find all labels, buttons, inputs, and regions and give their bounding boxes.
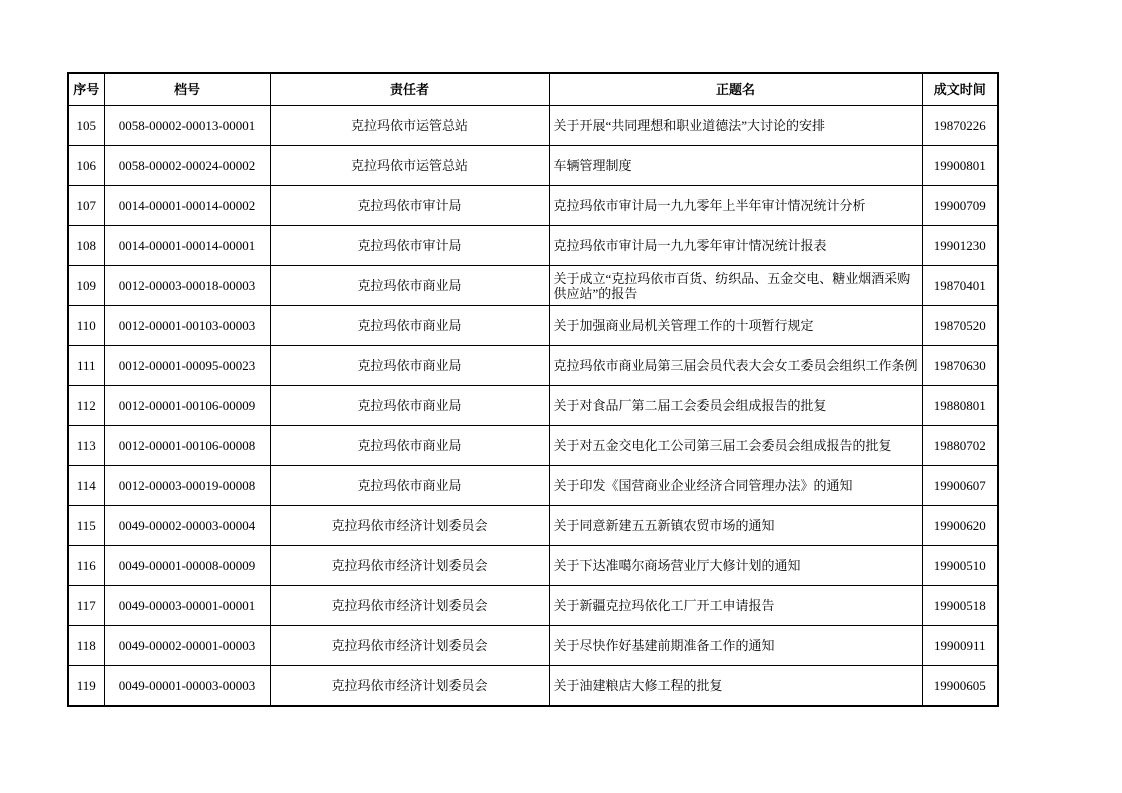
table-row — [68, 146, 998, 186]
responsible-party-cell: 克拉玛依市经济计划委员会 — [270, 506, 549, 546]
title-cell: 关于开展“共同理想和职业道德法”大讨论的安排 — [549, 106, 922, 146]
date-cell: 19880702 — [922, 426, 998, 466]
title-cell: 关于新疆克拉玛依化工厂开工申请报告 — [549, 586, 922, 626]
table-row — [68, 666, 998, 707]
seq-cell: 108 — [68, 226, 104, 266]
responsible-party-cell: 克拉玛依市审计局 — [270, 226, 549, 266]
table-row — [68, 626, 998, 666]
archive-number-cell: 0012-00001-00103-00003 — [104, 306, 270, 346]
archive-number-cell: 0014-00001-00014-00002 — [104, 186, 270, 226]
date-cell: 19901230 — [922, 226, 998, 266]
date-cell: 19870520 — [922, 306, 998, 346]
title-cell: 关于油建粮店大修工程的批复 — [549, 666, 922, 707]
responsible-party-cell: 克拉玛依市经济计划委员会 — [270, 626, 549, 666]
seq-cell: 114 — [68, 466, 104, 506]
title-cell: 克拉玛依市商业局第三届会员代表大会女工委员会组织工作条例 — [549, 346, 922, 386]
title-cell: 克拉玛依市审计局一九九零年审计情况统计报表 — [549, 226, 922, 266]
archive-number-cell: 0049-00002-00003-00004 — [104, 506, 270, 546]
responsible-party-cell: 克拉玛依市经济计划委员会 — [270, 546, 549, 586]
seq-cell: 106 — [68, 146, 104, 186]
responsible-party-cell: 克拉玛依市运管总站 — [270, 106, 549, 146]
table-row — [68, 266, 998, 306]
table-row — [68, 306, 998, 346]
date-cell: 19880801 — [922, 386, 998, 426]
seq-cell: 107 — [68, 186, 104, 226]
table-row — [68, 346, 998, 386]
seq-cell: 118 — [68, 626, 104, 666]
archive-number-cell: 0012-00003-00019-00008 — [104, 466, 270, 506]
title-cell: 关于对食品厂第二届工会委员会组成报告的批复 — [549, 386, 922, 426]
title-cell: 关于同意新建五五新镇农贸市场的通知 — [549, 506, 922, 546]
archive-number-cell: 0049-00002-00001-00003 — [104, 626, 270, 666]
archive-number-cell: 0049-00001-00003-00003 — [104, 666, 270, 707]
archive-number-cell: 0049-00001-00008-00009 — [104, 546, 270, 586]
date-cell: 19900709 — [922, 186, 998, 226]
table-row — [68, 426, 998, 466]
header-responsible-party: 责任者 — [270, 73, 549, 106]
header-archive-number: 档号 — [104, 73, 270, 106]
archive-number-cell: 0012-00001-00106-00009 — [104, 386, 270, 426]
responsible-party-cell: 克拉玛依市经济计划委员会 — [270, 666, 549, 707]
archive-number-cell: 0049-00003-00001-00001 — [104, 586, 270, 626]
seq-cell: 111 — [68, 346, 104, 386]
table-row — [68, 226, 998, 266]
seq-cell: 117 — [68, 586, 104, 626]
date-cell: 19900510 — [922, 546, 998, 586]
title-cell: 关于下达准噶尔商场营业厅大修计划的通知 — [549, 546, 922, 586]
date-cell: 19900605 — [922, 666, 998, 707]
archive-number-cell: 0012-00001-00095-00023 — [104, 346, 270, 386]
header-title: 正题名 — [549, 73, 922, 106]
table-row — [68, 506, 998, 546]
archive-number-cell: 0012-00001-00106-00008 — [104, 426, 270, 466]
archive-catalog-table — [67, 72, 999, 707]
date-cell: 19870226 — [922, 106, 998, 146]
responsible-party-cell: 克拉玛依市商业局 — [270, 306, 549, 346]
title-cell: 关于印发《国营商业企业经济合同管理办法》的通知 — [549, 466, 922, 506]
seq-cell: 119 — [68, 666, 104, 707]
date-cell: 19900911 — [922, 626, 998, 666]
seq-cell: 113 — [68, 426, 104, 466]
date-cell: 19870630 — [922, 346, 998, 386]
responsible-party-cell: 克拉玛依市商业局 — [270, 266, 549, 306]
archive-number-cell: 0012-00003-00018-00003 — [104, 266, 270, 306]
responsible-party-cell: 克拉玛依市商业局 — [270, 426, 549, 466]
title-cell: 关于加强商业局机关管理工作的十项暂行规定 — [549, 306, 922, 346]
header-row — [68, 73, 998, 106]
header-seq: 序号 — [68, 73, 104, 106]
table-row — [68, 466, 998, 506]
header-date: 成文时间 — [922, 73, 998, 106]
date-cell: 19900518 — [922, 586, 998, 626]
seq-cell: 112 — [68, 386, 104, 426]
date-cell: 19900801 — [922, 146, 998, 186]
date-cell: 19900607 — [922, 466, 998, 506]
title-cell: 车辆管理制度 — [549, 146, 922, 186]
table-row — [68, 186, 998, 226]
archive-number-cell: 0058-00002-00013-00001 — [104, 106, 270, 146]
title-cell: 克拉玛依市审计局一九九零年上半年审计情况统计分析 — [549, 186, 922, 226]
responsible-party-cell: 克拉玛依市商业局 — [270, 466, 549, 506]
responsible-party-cell: 克拉玛依市运管总站 — [270, 146, 549, 186]
title-cell: 关于尽快作好基建前期准备工作的通知 — [549, 626, 922, 666]
seq-cell: 115 — [68, 506, 104, 546]
seq-cell: 109 — [68, 266, 104, 306]
seq-cell: 116 — [68, 546, 104, 586]
table-row — [68, 386, 998, 426]
responsible-party-cell: 克拉玛依市审计局 — [270, 186, 549, 226]
table-row — [68, 546, 998, 586]
archive-number-cell: 0058-00002-00024-00002 — [104, 146, 270, 186]
date-cell: 19900620 — [922, 506, 998, 546]
date-cell: 19870401 — [922, 266, 998, 306]
responsible-party-cell: 克拉玛依市商业局 — [270, 386, 549, 426]
seq-cell: 105 — [68, 106, 104, 146]
responsible-party-cell: 克拉玛依市商业局 — [270, 346, 549, 386]
archive-number-cell: 0014-00001-00014-00001 — [104, 226, 270, 266]
title-cell: 关于成立“克拉玛依市百货、纺织品、五金交电、糖业烟酒采购供应站”的报告 — [549, 266, 922, 306]
table-row — [68, 106, 998, 146]
table-row — [68, 586, 998, 626]
responsible-party-cell: 克拉玛依市经济计划委员会 — [270, 586, 549, 626]
title-cell: 关于对五金交电化工公司第三届工会委员会组成报告的批复 — [549, 426, 922, 466]
seq-cell: 110 — [68, 306, 104, 346]
